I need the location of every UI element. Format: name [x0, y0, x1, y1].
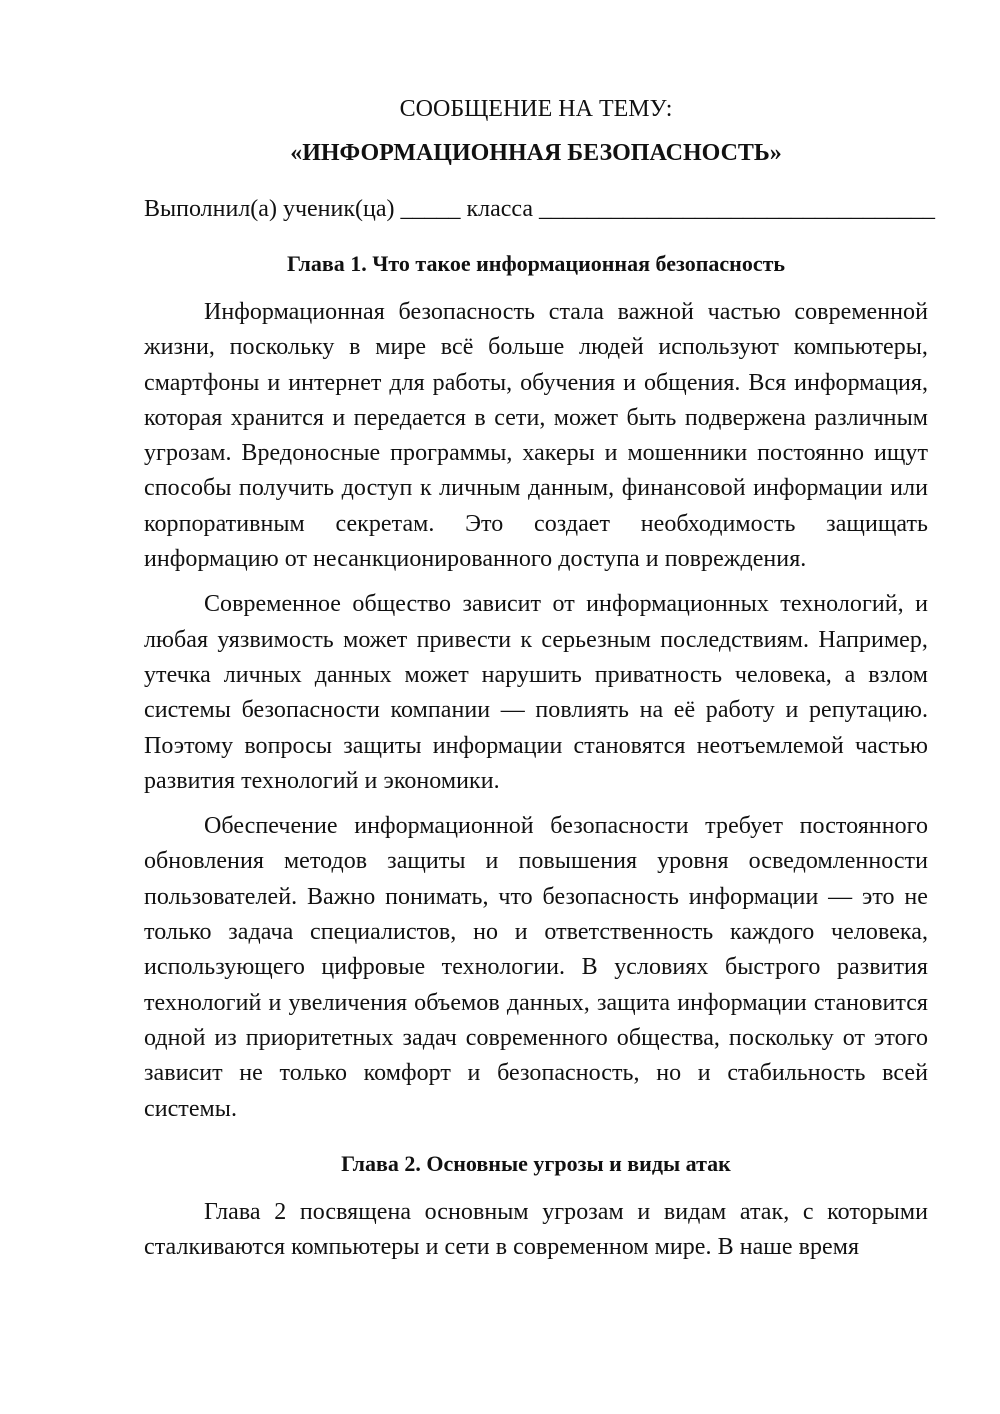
- chapter1-paragraph-2: Современное общество зависит от информационных технологий, и любая уязвимость может привести к серьезным последствиям. Например, утечка личных данных может нарушить приватность человека, а взлом системы безопасности компании — повлиять на её работу и репутацию. Поэтому вопросы защиты информации становятся неотъемлемой частью развития технологий и экономики.: [144, 591, 928, 794]
- signature-line: Выполнил(а) ученик(ца) _____ класса _________________________________: [144, 196, 936, 222]
- chapter1-heading: Глава 1. Что такое информационная безопасность: [286, 251, 786, 276]
- chapter2-heading: Глава 2. Основные угрозы и виды атак: [341, 1150, 731, 1176]
- document-title-line1: СООБЩЕНИЕ НА ТЕМУ:: [399, 96, 673, 122]
- chapter1-paragraph-1: Информационная безопасность стала важной частью современной жизни, поскольку в мире всё больше людей используют компьютеры, смартфоны и интернет для работы, обучения и общения. Вся информация, которая хранится и передается в сети, может быть подвержена различным угрозам. Вредоносные программы, хакеры и мошенники постоянно ищут способы получить доступ к личным данным, финансовой информации или корпоративным секретам. Это создает необходимость защищать информацию от несанкционированного доступа и повреждения.: [144, 299, 928, 573]
- chapter2-paragraph-1: Глава 2 посвящена основным угрозам и видам атак, с которыми сталкиваются компьютеры и сети в современном мире. В наше время: [144, 1198, 928, 1261]
- document-page: [144, 92, 936, 1265]
- chapter1-paragraph-3: Обеспечение информационной безопасности требует постоянного обновления методов защиты и повышения уровня осведомленности пользователей. Важно понимать, что безопасность информации — это не только задача специалистов, но и ответственность каждого человека, использующего цифровые технологии. В условиях быстрого развития технологий и увеличения объемов данных, защита информации становится одной из приоритетных задач современного общества, поскольку от этого зависит не только комфорт и безопасность, но и стабильность всей системы.: [144, 813, 928, 1122]
- document-title-line2: «ИНФОРМАЦИОННАЯ БЕЗОПАСНОСТЬ»: [290, 140, 782, 166]
